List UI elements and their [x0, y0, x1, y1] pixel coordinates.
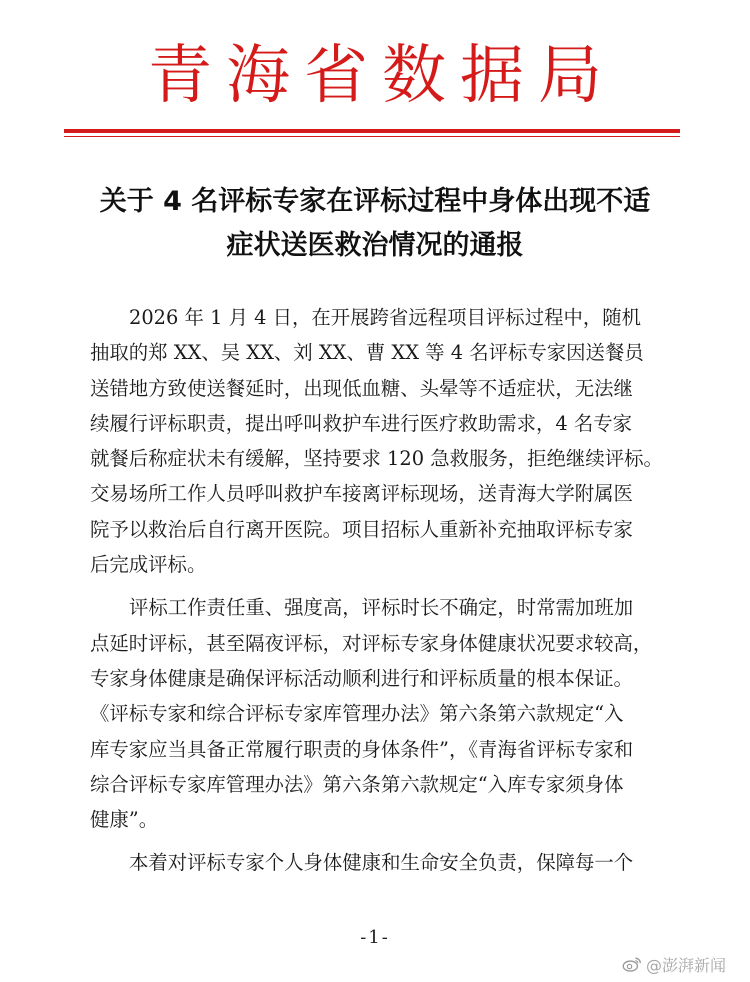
document-body [90, 300, 688, 881]
paragraph-3 [90, 845, 688, 880]
paragraph-line: 评标工作责任重、强度高，评标时长不确定，时常需加班加 [129, 596, 634, 620]
paragraph-line: 2026 年 1 月 4 日，在开展跨省远程项目评标过程中，随机 [129, 306, 642, 329]
paragraph-line: 交易场所工作人员呼叫救护车接离评标现场，送青海大学附属医 [90, 482, 633, 506]
paragraph-line: 本着对评标专家个人身体健康和生命安全负责，保障每一个 [129, 851, 634, 875]
paragraph-line: 院予以救治后自行离开医院。项目招标人重新补充抽取评标专家 [90, 517, 633, 541]
watermark-text: @澎湃新闻 [646, 955, 727, 975]
agency-header: 青海省数据局 [148, 39, 616, 113]
watermark [622, 953, 726, 975]
red-header-rule-thin [64, 136, 680, 137]
document-title-line-1: 关于 4 名评标专家在评标过程中身体出现不适 [99, 186, 651, 217]
red-header-rule [64, 129, 680, 133]
page-number: -1- [360, 927, 390, 948]
paragraph-2 [90, 590, 688, 837]
paragraph-line: 库专家应当具备正常履行职责的身体条件”，《青海省评标专家和 [90, 737, 634, 761]
document-title-line-2: 症状送医救治情况的通报 [226, 230, 524, 261]
paragraph-line: 综合评标专家库管理办法》第六条第六款规定“入库专家须身体 [90, 772, 624, 796]
paragraph-line: 就餐后称症状未有缓解，坚持要求 120 急救服务，拒绝继续评标。 [90, 447, 663, 471]
paragraph-line: 点延时评标，甚至隔夜评标，对评标专家身体健康状况要求较高， [90, 631, 653, 655]
paragraph-line: 续履行评标职责，提出呼叫救护车进行医疗救助需求，4 名专家 [90, 411, 633, 435]
paragraph-1 [90, 300, 688, 582]
paragraph-line: 抽取的郑 XX、吴 XX、刘 XX、曹 XX 等 4 名评标专家因送餐员 [90, 341, 644, 365]
paragraph-line: 健康”。 [90, 808, 159, 832]
weibo-icon [622, 955, 642, 973]
paragraph-line: 送错地方致使送餐延时，出现低血糖、头晕等不适症状，无法继 [90, 376, 633, 400]
paragraph-line: 《评标专家和综合评标专家库管理办法》第六条第六款规定“入 [90, 702, 624, 726]
paragraph-line: 后完成评标。 [90, 553, 207, 577]
document-title [60, 180, 690, 268]
paragraph-line: 专家身体健康是确保评标活动顺利进行和评标质量的根本保证。 [90, 666, 633, 690]
